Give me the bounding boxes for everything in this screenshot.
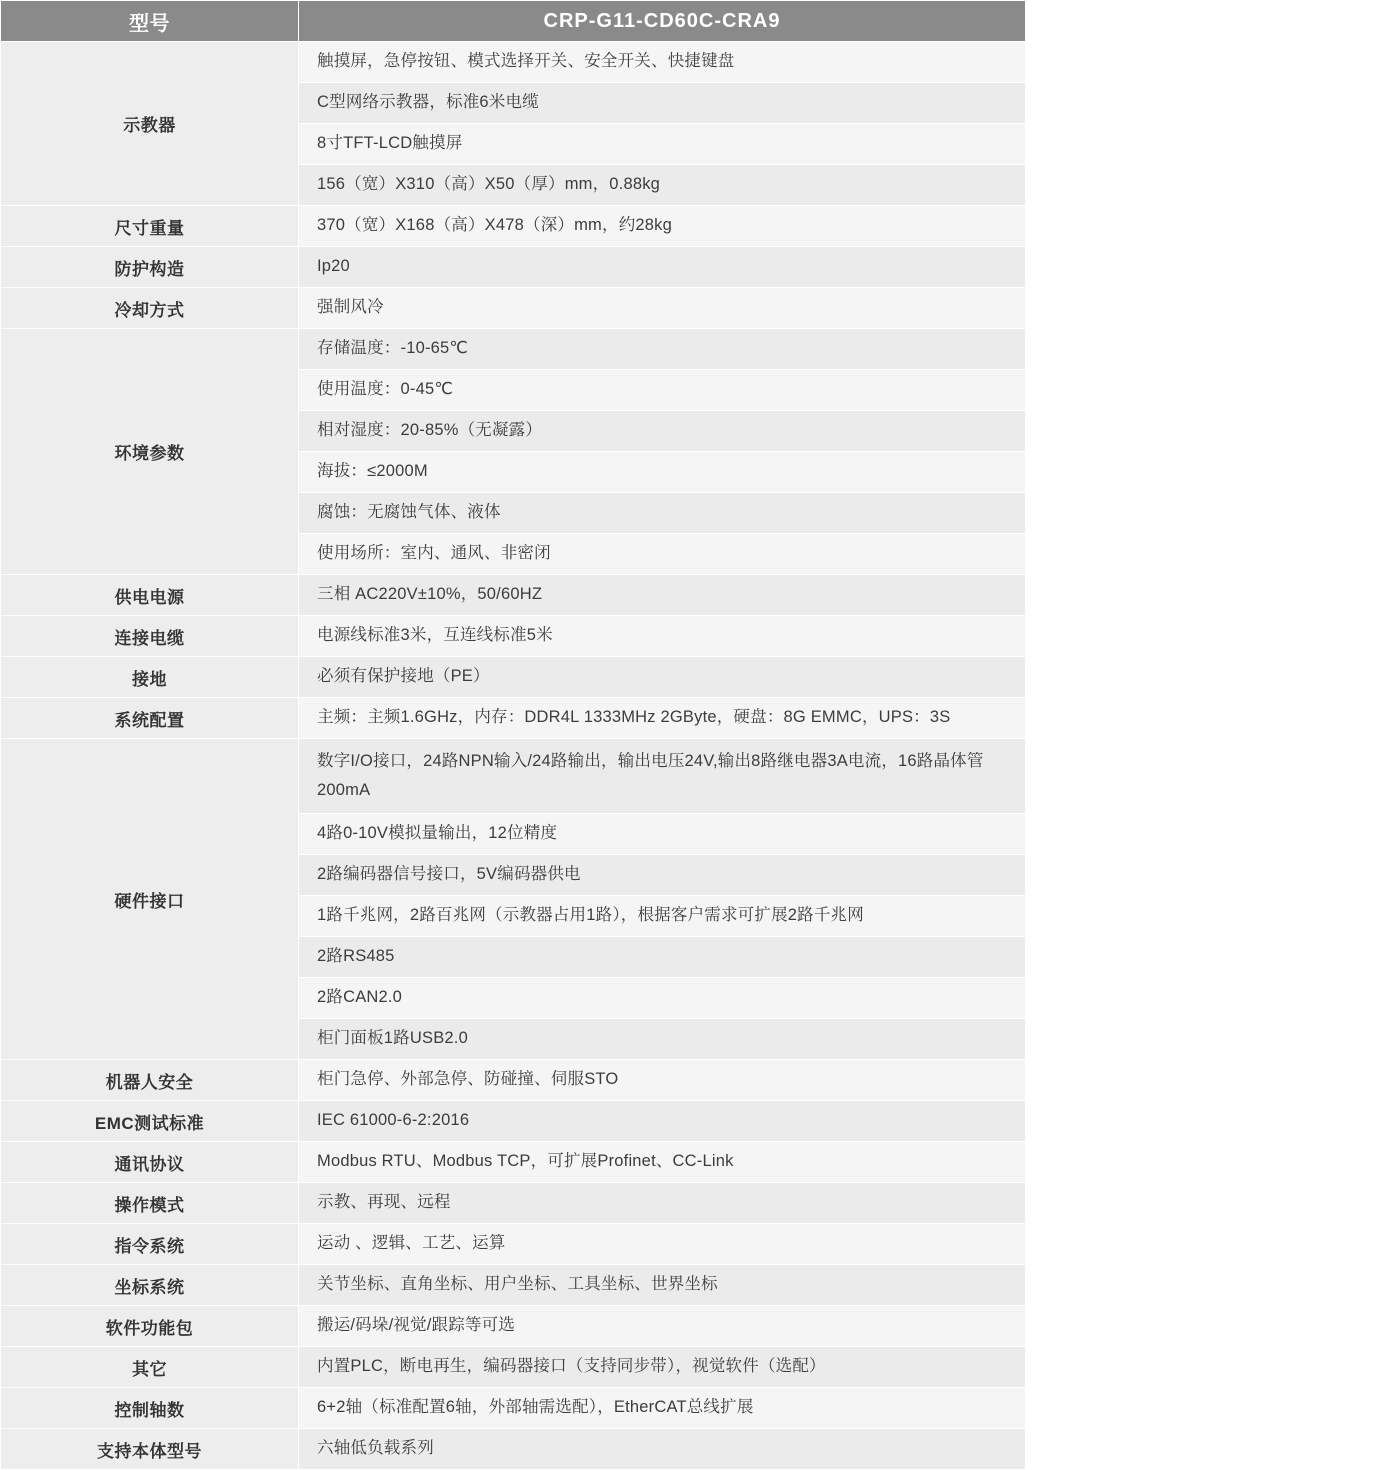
row-label-grounding: 接地 bbox=[1, 657, 299, 698]
row-value: Modbus RTU、Modbus TCP，可扩展Profinet、CC-Link bbox=[299, 1142, 1026, 1183]
row-label-system-configuration: 系统配置 bbox=[1, 698, 299, 739]
row-value: 相对湿度：20-85%（无凝露） bbox=[299, 411, 1026, 452]
row-value: 电源线标准3米，互连线标准5米 bbox=[299, 616, 1026, 657]
table-row bbox=[1, 1101, 1026, 1142]
row-value: 强制风冷 bbox=[299, 288, 1026, 329]
row-value: 柜门面板1路USB2.0 bbox=[299, 1019, 1026, 1060]
row-label-instruction-system: 指令系统 bbox=[1, 1224, 299, 1265]
table-row bbox=[1, 1224, 1026, 1265]
table-row bbox=[1, 575, 1026, 616]
row-value: IEC 61000-6-2:2016 bbox=[299, 1101, 1026, 1142]
header-model: CRP-G11-CD60C-CRA9 bbox=[299, 1, 1026, 42]
header-label: 型号 bbox=[1, 1, 299, 42]
row-value: 使用场所：室内、通风、非密闭 bbox=[299, 534, 1026, 575]
table-row bbox=[1, 206, 1026, 247]
row-label-controlled-axes: 控制轴数 bbox=[1, 1388, 299, 1429]
row-value: 运动 、逻辑、工艺、运算 bbox=[299, 1224, 1026, 1265]
row-label-teach-pendant: 示教器 bbox=[1, 42, 299, 206]
row-value: C型网络示教器，标准6米电缆 bbox=[299, 83, 1026, 124]
row-label-communication-protocol: 通讯协议 bbox=[1, 1142, 299, 1183]
row-value: 三相 AC220V±10%，50/60HZ bbox=[299, 575, 1026, 616]
table-row bbox=[1, 616, 1026, 657]
row-label-operation-mode: 操作模式 bbox=[1, 1183, 299, 1224]
row-value: 海拔：≤2000M bbox=[299, 452, 1026, 493]
row-value: 1路千兆网，2路百兆网（示教器占用1路），根据客户需求可扩展2路千兆网 bbox=[299, 896, 1026, 937]
row-value: 6+2轴（标准配置6轴，外部轴需选配），EtherCAT总线扩展 bbox=[299, 1388, 1026, 1429]
row-label-others: 其它 bbox=[1, 1347, 299, 1388]
table-row bbox=[1, 1429, 1026, 1470]
row-value: 4路0-10V模拟量输出，12位精度 bbox=[299, 814, 1026, 855]
row-value: 主频：主频1.6GHz，内存：DDR4L 1333MHz 2GByte，硬盘：8G EMMC，UPS：3S bbox=[299, 698, 1026, 739]
row-value: 8寸TFT-LCD触摸屏 bbox=[299, 124, 1026, 165]
row-value: 搬运/码垛/视觉/跟踪等可选 bbox=[299, 1306, 1026, 1347]
table-row bbox=[1, 1347, 1026, 1388]
row-value: 370（宽）X168（高）X478（深）mm，约28kg bbox=[299, 206, 1026, 247]
row-value: 数字I/O接口，24路NPN输入/24路输出，输出电压24V,输出8路继电器3A电流，16路晶体管200mA bbox=[299, 739, 1026, 814]
table-row bbox=[1, 657, 1026, 698]
row-label-robot-safety: 机器人安全 bbox=[1, 1060, 299, 1101]
row-value: 使用温度：0-45℃ bbox=[299, 370, 1026, 411]
table-row bbox=[1, 329, 1026, 370]
table-row bbox=[1, 1265, 1026, 1306]
table-row bbox=[1, 1142, 1026, 1183]
row-value: 存储温度：-10-65℃ bbox=[299, 329, 1026, 370]
row-value: 内置PLC，断电再生，编码器接口（支持同步带），视觉软件（选配） bbox=[299, 1347, 1026, 1388]
row-value: 腐蚀：无腐蚀气体、液体 bbox=[299, 493, 1026, 534]
row-label-supported-robot-models: 支持本体型号 bbox=[1, 1429, 299, 1470]
row-value: 关节坐标、直角坐标、用户坐标、工具坐标、世界坐标 bbox=[299, 1265, 1026, 1306]
row-label-coordinate-system: 坐标系统 bbox=[1, 1265, 299, 1306]
row-label-power-supply: 供电电源 bbox=[1, 575, 299, 616]
row-label-software-package: 软件功能包 bbox=[1, 1306, 299, 1347]
row-value: 156（宽）X310（高）X50（厚）mm，0.88kg bbox=[299, 165, 1026, 206]
row-value: 触摸屏，急停按钮、模式选择开关、安全开关、快捷键盘 bbox=[299, 42, 1026, 83]
row-label-emc-standard: EMC测试标准 bbox=[1, 1101, 299, 1142]
row-label-protection-structure: 防护构造 bbox=[1, 247, 299, 288]
row-value: Ip20 bbox=[299, 247, 1026, 288]
table-row bbox=[1, 288, 1026, 329]
row-label-environment-parameters: 环境参数 bbox=[1, 329, 299, 575]
row-label-cooling-method: 冷却方式 bbox=[1, 288, 299, 329]
row-value: 六轴低负载系列 bbox=[299, 1429, 1026, 1470]
row-value: 2路RS485 bbox=[299, 937, 1026, 978]
table-row bbox=[1, 739, 1026, 814]
row-value: 必须有保护接地（PE） bbox=[299, 657, 1026, 698]
table-body bbox=[1, 42, 1026, 1470]
table-row bbox=[1, 698, 1026, 739]
table-row bbox=[1, 1183, 1026, 1224]
table-row bbox=[1, 247, 1026, 288]
table-row bbox=[1, 1306, 1026, 1347]
row-value: 2路编码器信号接口，5V编码器供电 bbox=[299, 855, 1026, 896]
table-row bbox=[1, 42, 1026, 83]
table-row bbox=[1, 1060, 1026, 1101]
row-value: 2路CAN2.0 bbox=[299, 978, 1026, 1019]
row-value: 示教、再现、远程 bbox=[299, 1183, 1026, 1224]
row-label-hardware-interface: 硬件接口 bbox=[1, 739, 299, 1060]
row-label-connection-cable: 连接电缆 bbox=[1, 616, 299, 657]
table-row bbox=[1, 1388, 1026, 1429]
table-header-row bbox=[1, 1, 1026, 42]
row-label-dimensions-weight: 尺寸重量 bbox=[1, 206, 299, 247]
row-value: 柜门急停、外部急停、防碰撞、伺服STO bbox=[299, 1060, 1026, 1101]
